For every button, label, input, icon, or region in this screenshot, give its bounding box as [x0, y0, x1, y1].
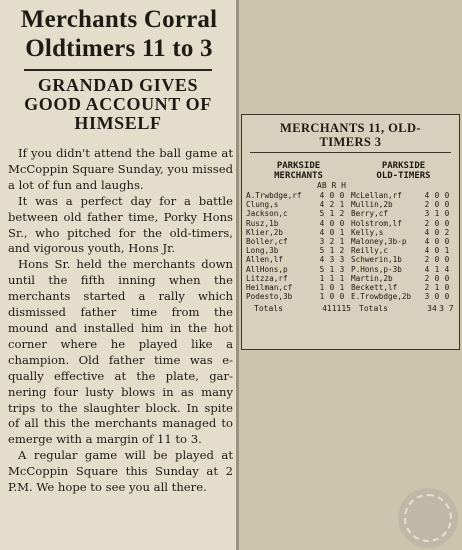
- player-row: [351, 200, 456, 209]
- player-row: [351, 255, 456, 264]
- player-row: [351, 274, 456, 283]
- player-row: [246, 255, 351, 264]
- score-table: [246, 161, 456, 314]
- player-row: [351, 237, 456, 246]
- player-r: 0: [329, 191, 335, 200]
- player-h: 0: [444, 255, 450, 265]
- watermark-seal: [398, 488, 458, 548]
- player-row: [351, 283, 456, 292]
- player-ab: 2: [424, 200, 430, 210]
- player-h: 0: [339, 191, 345, 200]
- player-r: 0: [434, 292, 440, 302]
- player-ab: 4: [424, 246, 430, 256]
- visiting-player-rows: [351, 191, 456, 301]
- player-ab: 2: [424, 273, 430, 283]
- home-team-name-1: PARKSIDE: [276, 161, 321, 171]
- stat-labels: AB R H: [317, 181, 346, 190]
- totals-label: Totals: [254, 304, 283, 314]
- player-ab: 4: [319, 191, 325, 200]
- player-h: 0: [444, 283, 450, 293]
- player-name: Allen,lf: [246, 255, 284, 265]
- player-name: A.Trwbdge,rf: [246, 191, 302, 200]
- player-row: [351, 209, 456, 218]
- player-ab: 4: [424, 227, 430, 237]
- player-name: Boller,cf: [246, 237, 288, 247]
- player-ab: 5: [319, 246, 325, 256]
- player-row: [351, 246, 456, 255]
- player-row: [351, 265, 456, 274]
- player-h: 1: [339, 200, 345, 210]
- player-r: 0: [434, 191, 440, 200]
- box-score: [241, 114, 460, 350]
- subhead-line-1: GRANDAD GIVES: [37, 75, 199, 95]
- totals-r: 11: [331, 304, 342, 314]
- player-h: 0: [339, 292, 345, 302]
- player-row: [351, 292, 456, 301]
- visiting-totals-row: [351, 304, 456, 314]
- headline-line-2: Oldtimers 11 to 3: [25, 35, 213, 62]
- player-ab: 4: [319, 255, 325, 265]
- player-ab: 4: [424, 191, 430, 200]
- player-h: 1: [339, 283, 345, 293]
- player-ab: 4: [319, 227, 325, 237]
- player-h: 0: [444, 209, 450, 219]
- player-h: 0: [444, 200, 450, 210]
- player-ab: 4: [319, 218, 325, 228]
- player-row: [246, 228, 351, 237]
- player-r: 0: [329, 218, 335, 228]
- player-name: Beckett,lf: [351, 283, 398, 293]
- player-h: 0: [444, 273, 450, 283]
- player-row: [246, 219, 351, 228]
- player-r: 1: [329, 264, 335, 274]
- player-name: Maloney,3b-p: [351, 237, 407, 247]
- paragraph: If you didn't attend the ball game at McCoppin Square Sunday, you missed a lot of fun and laughs.: [8, 146, 233, 192]
- totals-h: 15: [341, 304, 351, 314]
- player-r: 1: [434, 209, 440, 219]
- player-r: 0: [329, 292, 335, 302]
- player-ab: 2: [424, 283, 430, 293]
- player-r: 0: [434, 227, 440, 237]
- player-h: 0: [444, 191, 450, 200]
- player-ab: 4: [319, 200, 325, 210]
- player-row: [246, 274, 351, 283]
- player-ab: 1: [319, 283, 325, 293]
- player-h: 0: [339, 218, 345, 228]
- player-h: 4: [444, 264, 450, 274]
- player-name: Mullin,2b: [351, 200, 393, 210]
- box-score-title: [242, 121, 459, 149]
- headline: [0, 0, 236, 63]
- headline-rule: [24, 69, 212, 71]
- headline-line-1: Merchants Corral: [20, 6, 218, 33]
- player-name: AllHons,p: [246, 264, 288, 274]
- player-ab: 3: [424, 292, 430, 302]
- player-row: [351, 219, 456, 228]
- player-row: [246, 209, 351, 218]
- seal-ring: [404, 494, 452, 542]
- player-name: Reilly,c: [351, 246, 389, 256]
- player-r: 0: [434, 237, 440, 247]
- player-h: 1: [444, 246, 450, 256]
- player-name: E.Trowbdge,2b: [351, 292, 412, 302]
- player-ab: 3: [319, 237, 325, 247]
- player-h: 0: [444, 292, 450, 302]
- box-rule: [250, 152, 451, 153]
- home-team: [246, 161, 351, 301]
- subhead-line-3: HIMSELF: [74, 113, 162, 133]
- player-r: 0: [434, 200, 440, 210]
- player-row: [246, 292, 351, 301]
- paragraph: A regular game will be played at McCoppin Square this Sunday at 2 P.M. We hope to see you all there.: [8, 448, 233, 495]
- player-row: [246, 246, 351, 255]
- player-name: McLellan,rf: [351, 191, 402, 200]
- player-name: Berry,cf: [351, 209, 389, 219]
- player-r: 1: [434, 264, 440, 274]
- box-title-line-2: TIMERS 3: [319, 135, 382, 149]
- player-name: Holstrom,lf: [351, 218, 402, 228]
- article-body: [8, 146, 233, 496]
- visiting-team: [351, 161, 456, 301]
- player-name: Heilman,cf: [246, 283, 293, 293]
- player-name: P.Hons,p-3b: [351, 264, 402, 274]
- player-r: 0: [329, 227, 335, 237]
- player-r: 1: [329, 209, 335, 219]
- player-h: 0: [444, 218, 450, 228]
- player-ab: 5: [319, 264, 325, 274]
- player-name: Litzza,rf: [246, 273, 288, 283]
- player-r: 1: [329, 273, 335, 283]
- player-h: 0: [444, 237, 450, 247]
- player-r: 2: [329, 200, 335, 210]
- player-h: 2: [339, 209, 345, 219]
- player-ab: 3: [424, 209, 430, 219]
- player-r: 0: [434, 273, 440, 283]
- player-r: 3: [329, 255, 335, 265]
- player-row: [351, 191, 456, 200]
- player-ab: 1: [319, 273, 325, 283]
- totals-ab: 41: [322, 304, 332, 314]
- player-ab: 4: [424, 237, 430, 247]
- player-row: [351, 228, 456, 237]
- totals-ab: 34: [427, 304, 437, 314]
- player-name: Klier,2b: [246, 227, 284, 237]
- player-r: 0: [329, 283, 335, 293]
- player-h: 2: [339, 246, 345, 256]
- player-r: 0: [434, 255, 440, 265]
- paragraph: Hons Sr. held the merchants down until the fifth inning when the merchants started a rally which dismissed father time from the mound and installed him in the hot corner where he played like a champion. Old father time was e-qually effective at the plate, gar-nering four lusty blows in as many trips to the slaughter block. In spite of all this the merchants managed to emerge with a margin of 11 to 3.: [8, 257, 233, 447]
- player-h: 2: [444, 227, 450, 237]
- home-player-rows: [246, 191, 351, 301]
- player-name: Kelly,s: [351, 227, 384, 237]
- player-row: [246, 283, 351, 292]
- player-name: Clung,s: [246, 200, 279, 210]
- subhead-line-2: GOOD ACCOUNT OF: [24, 94, 212, 114]
- player-name: Martin,2b: [351, 273, 393, 283]
- player-row: [246, 200, 351, 209]
- home-team-name-2: MERCHANTS: [274, 171, 323, 181]
- player-ab: 5: [319, 209, 325, 219]
- player-r: 1: [329, 246, 335, 256]
- player-h: 3: [339, 264, 345, 274]
- player-ab: 1: [319, 292, 325, 302]
- subheadline: [0, 76, 236, 133]
- player-h: 1: [339, 273, 345, 283]
- totals-h: 7: [448, 304, 454, 314]
- player-name: Schwerin,1b: [351, 255, 402, 265]
- player-r: 1: [434, 283, 440, 293]
- visiting-team-name-1: PARKSIDE: [381, 161, 426, 171]
- player-r: 0: [434, 246, 440, 256]
- paragraph: It was a perfect day for a battle between old father time, Porky Hons Sr., who pitched for the old-timers, and vigorous youth, Hons Jr.: [8, 193, 233, 256]
- player-ab: 2: [424, 255, 430, 265]
- player-row: [246, 191, 351, 200]
- totals-r: 3: [439, 304, 444, 314]
- player-r: 2: [329, 237, 335, 247]
- player-h: 1: [339, 227, 345, 237]
- player-ab: 2: [424, 218, 430, 228]
- player-h: 1: [339, 237, 345, 247]
- player-row: [246, 237, 351, 246]
- player-row: [246, 265, 351, 274]
- visiting-team-name-2: OLD-TIMERS: [376, 171, 431, 181]
- player-name: Jackson,c: [246, 209, 288, 219]
- player-name: Long,3b: [246, 246, 279, 256]
- player-name: Podesto,3b: [246, 292, 293, 302]
- home-totals-row: [246, 304, 351, 314]
- totals-label: Totals: [359, 304, 388, 314]
- player-r: 0: [434, 218, 440, 228]
- player-ab: 4: [424, 264, 430, 274]
- box-title-line-1: MERCHANTS 11, OLD-: [280, 121, 421, 135]
- player-h: 3: [339, 255, 345, 265]
- player-name: Rusz,1b: [246, 218, 279, 228]
